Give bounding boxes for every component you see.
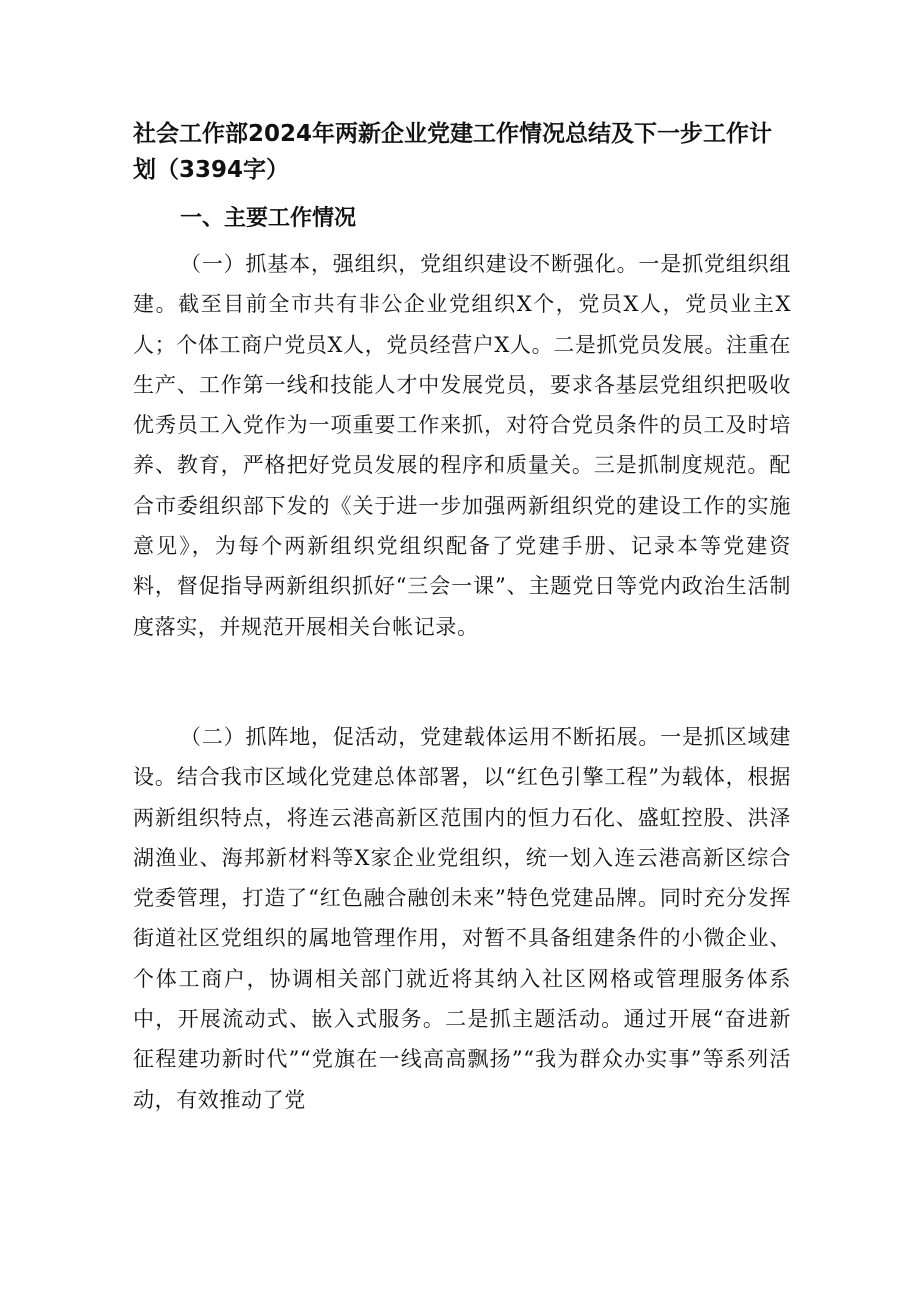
body-paragraph: （二）抓阵地，促活动，党建载体运用不断拓展。一是抓区域建设。结合我市区域化党建总体部署，以“红色引擎工程”为载体，根据两新组织特点，将连云港高新区范围内的恒力石化、盛虹控股、洪泽湖渔业、海邦新材料等X家企业党组织，统一划入连云港高新区综合党委管理，打造了“红色融合融创未来”特色党建品牌。同时充分发挥街道社区党组织的属地管理作用，对暂不具备组建条件的小微企业、个体工商户，协调相关部门就近将其纳入社区网格或管理服务体系中，开展流动式、嵌入式服务。二是抓主题活动。通过开展“奋进新征程建功新时代”“党旗在一线高高飘扬”“我为群众办实事”等系列活动，有效推动了党 — [133, 725, 791, 1112]
body-paragraph: （一）抓基本，强组织，党组织建设不断强化。一是抓党组织组建。截至目前全市共有非公企业党组织X个，党员X人，党员业主X人；个体工商户党员X人，党员经营户X人。二是抓党员发展。注重在生产、工作第一线和技能人才中发展党员，要求各基层党组织把吸收优秀员工入党作为一项重要工作来抓，对符合党员条件的员工及时培养、教育，严格把好党员发展的程序和质量关。三是抓制度规范。配合市委组织部下发的《关于进一步加强两新组织党的建设工作的实施意见》，为每个两新组织党组织配备了党建手册、记录本等党建资料，督促指导两新组织抓好“三会一课”、主题党日等党内政治生活制度落实，并规范开展相关台帐记录。 — [133, 252, 791, 639]
document-title: 社会工作部2024年两新企业党建工作情况总结及下一步工作计划（3394字） — [133, 121, 773, 183]
section-heading: 一、主要工作情况 — [180, 206, 357, 231]
